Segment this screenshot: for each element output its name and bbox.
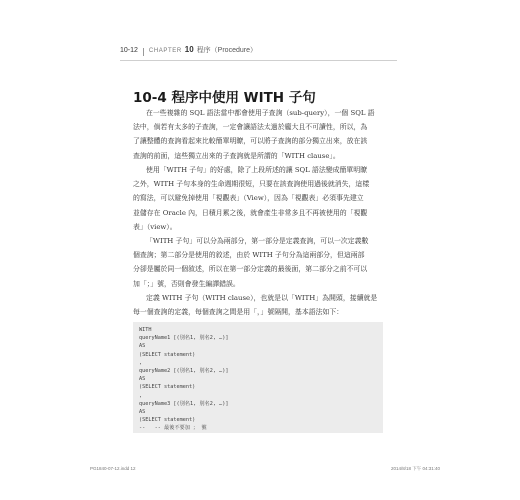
code-line: , <box>139 359 143 366</box>
paragraph-line: 法中，倘若有太多的子查詢，一定會讓語法太過於龐大且不可讀性，所以，為 <box>133 123 368 132</box>
paragraph-line: 定義 WITH 子句（WITH clause），也就是以「WITH」為開頭，接續就是 <box>146 294 378 302</box>
paragraph-line: 在一些複雜的 SQL 語法當中都會使用子查詢（sub-query），一個 SQL 語 <box>146 109 375 117</box>
paragraph-line: 的寫法，可以避免掉使用「視觀表」（View），因為「視觀表」必須事先建立 <box>133 194 364 203</box>
paragraph-line: 使用「WITH 子句」的好處，除了上段所述的讓 SQL 語法變成簡單明瞭 <box>146 166 368 174</box>
footer-file-info: PG1840-07-12.indd 12 <box>90 466 136 471</box>
code-block <box>133 322 383 433</box>
paragraph-line: 之外，WITH 子句本身的生命週期很短，只要在該查詢使用過後就消失，這樣 <box>133 180 370 189</box>
code-line: (SELECT statement) <box>139 417 196 424</box>
chapter-number: 10 <box>184 45 194 54</box>
paragraph-line: 並儲存在 Oracle 內，日積月累之後，就會產生非常多且不再被使用的「視觀 <box>133 208 368 217</box>
code-line: AS <box>139 408 146 415</box>
paragraph-2 <box>133 163 385 234</box>
header-divider <box>120 60 397 61</box>
paragraph-4 <box>133 291 385 319</box>
paragraph-3 <box>133 234 385 291</box>
print-footer <box>90 466 440 474</box>
chapter-word: CHAPTER <box>148 48 182 54</box>
paragraph-line: 表」（view）。 <box>133 222 177 231</box>
paragraph-line: 每一個查詢的定義，每個查詢之間是用「，」號隔開，基本語法如下： <box>133 308 344 317</box>
code-line: WITH <box>139 327 152 333</box>
code-line: queryName3 [(別名1, 別名2, …)] <box>139 400 229 407</box>
code-line: AS <box>139 376 146 383</box>
code-line: , <box>139 392 143 399</box>
code-line: queryName2 [(別名1, 別名2, …)] <box>139 367 229 374</box>
footer-timestamp: 2014/8/18 下午 04:31:40 <box>390 466 440 471</box>
paragraph-line: 個查詢；第二部分是使用的敘述，由於 WITH 子句分為這兩部分，但這兩部 <box>133 251 365 260</box>
code-line: -- -- 最後不要加 ； 號 <box>139 425 207 432</box>
page-number: 10-12 <box>120 47 138 54</box>
paragraph-line: 查詢的前面，這些獨立出來的子查詢就是所謂的「WITH clause」。 <box>133 151 340 160</box>
code-line: (SELECT statement) <box>139 384 196 391</box>
running-header <box>120 45 420 59</box>
code-line: queryName1 [(別名1, 別名2, …)] <box>139 335 229 342</box>
section-title: 10-4 程序中使用 WITH 子句 <box>133 90 316 106</box>
chapter-title: 程序（Procedure） <box>196 47 257 54</box>
paragraph-line: 加「；」號，否則會發生編譯錯誤。 <box>133 279 240 288</box>
code-line: (SELECT statement) <box>139 351 196 358</box>
header-separator <box>143 48 144 56</box>
paragraph-line: 分卻是屬於同一個敘述，所以在第一部分定義的最後面，第二部分之前不可以 <box>133 265 368 274</box>
code-line: AS <box>139 343 146 350</box>
paragraph-line: 「WITH 子句」可以分為兩部分，第一部分是定義查詢，可以一次定義數 <box>146 237 369 245</box>
paragraph-line: 了讓整體的查詢看起來比較簡單明瞭，可以將子查詢的部分獨立出來，放在該 <box>133 137 368 146</box>
paragraph-1 <box>133 106 385 163</box>
